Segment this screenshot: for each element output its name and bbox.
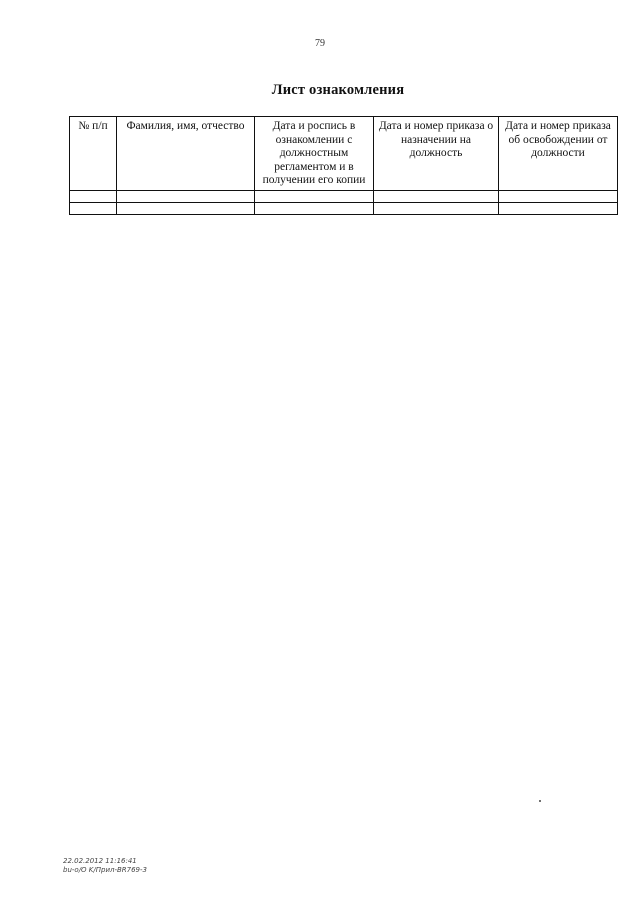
page-number: 79 xyxy=(315,38,325,49)
table-cell[interactable] xyxy=(499,190,618,202)
table-cell[interactable] xyxy=(117,190,255,202)
footer-timestamp: 22.02.2012 11:16:41 xyxy=(63,857,137,865)
table-cell[interactable] xyxy=(374,190,499,202)
table-cell[interactable] xyxy=(255,190,374,202)
footer-doc-id: bu-o/O K/Прил-BR769-3 xyxy=(63,866,147,874)
table-cell[interactable] xyxy=(499,202,618,214)
header-appointment-order: Дата и номер приказа о назначении на должность xyxy=(374,117,499,191)
header-full-name: Фамилия, имя, отчество xyxy=(117,117,255,191)
header-dismissal-order: Дата и номер приказа об освобождении от должности xyxy=(499,117,618,191)
table-row xyxy=(70,190,618,202)
table-cell[interactable] xyxy=(117,202,255,214)
header-signature-date: Дата и роспись в ознакомлении с должностным регламентом и в получении его копии xyxy=(255,117,374,191)
table-cell[interactable] xyxy=(70,202,117,214)
acknowledgement-table xyxy=(69,116,618,215)
table-cell[interactable] xyxy=(255,202,374,214)
table-cell[interactable] xyxy=(374,202,499,214)
page-title: Лист ознакомления xyxy=(271,82,405,98)
table-row xyxy=(70,202,618,214)
table-header-row xyxy=(70,117,618,191)
footer-stamp xyxy=(63,857,147,875)
table-cell[interactable] xyxy=(70,190,117,202)
header-number: № п/п xyxy=(70,117,117,191)
scan-mark xyxy=(539,800,541,802)
